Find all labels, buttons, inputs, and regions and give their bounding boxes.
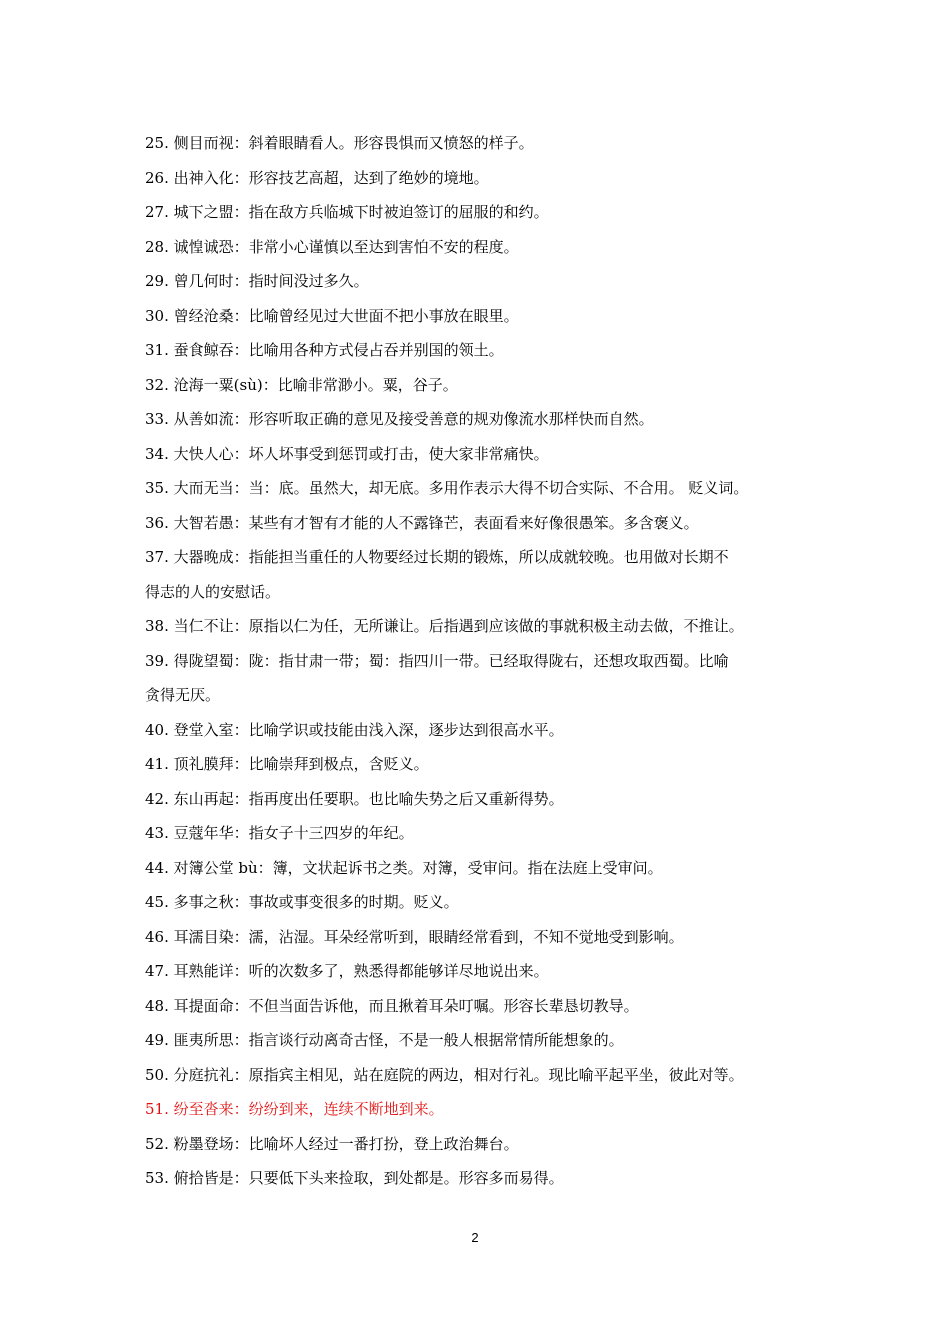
entry-number: 50. xyxy=(145,1065,169,1084)
entry-number: 39. xyxy=(145,651,169,670)
entry-number: 33. xyxy=(145,410,169,428)
list-item xyxy=(145,368,825,403)
list-item xyxy=(145,851,825,886)
entry-text: 沧海一粟(sù)：比喻非常渺小。粟，谷子。 xyxy=(173,375,458,394)
entry-text: 贪得无厌。 xyxy=(145,686,221,704)
entry-text: 当仁不让：原指以仁为任，无所谦让。后指遇到应该做的事就积极主动去做，不推让。 xyxy=(173,617,744,635)
entry-text: 大智若愚：某些有才智有才能的人不露锋芒，表面看来好像很愚笨。多含褒义。 xyxy=(173,513,699,532)
list-item xyxy=(145,678,825,713)
entry-text: 多事之秋：事故或事变很多的时期。贬义。 xyxy=(173,893,459,911)
entry-number: 36. xyxy=(145,513,169,532)
entry-text: 豆蔻年华：指女子十三四岁的年纪。 xyxy=(173,824,414,842)
entry-number: 49. xyxy=(145,1031,169,1049)
idiom-list xyxy=(145,126,825,1196)
entry-text: 大而无当：当：底。虽然大，却无底。多用作表示大得不切合实际、不合用。 贬义词。 xyxy=(173,479,749,497)
list-item xyxy=(145,1023,825,1058)
entry-text: 纷至沓来：纷纷到来，连续不断地到来。 xyxy=(173,1100,444,1118)
entry-text: 侧目而视：斜着眼睛看人。形容畏惧而又愤怒的样子。 xyxy=(173,134,534,152)
entry-number: 52. xyxy=(145,1134,169,1153)
list-item xyxy=(145,230,825,265)
entry-text: 顶礼膜拜：比喻崇拜到极点，含贬义。 xyxy=(173,755,429,773)
entry-number: 42. xyxy=(145,789,169,808)
list-item xyxy=(145,954,825,989)
entry-number: 41. xyxy=(145,755,169,773)
list-item xyxy=(145,885,825,920)
entry-number: 46. xyxy=(145,927,169,946)
entry-number: 38. xyxy=(145,617,169,635)
entry-text: 城下之盟：指在敌方兵临城下时被迫签订的屈服的和约。 xyxy=(173,203,549,221)
list-item xyxy=(145,264,825,299)
list-item xyxy=(145,782,825,817)
page-number: 2 xyxy=(471,1230,479,1245)
entry-number: 30. xyxy=(145,306,169,325)
entry-text: 粉墨登场：比喻坏人经过一番打扮，登上政治舞台。 xyxy=(173,1134,519,1153)
list-item xyxy=(145,609,825,644)
entry-number: 47. xyxy=(145,962,169,980)
list-item xyxy=(145,644,825,679)
entry-text: 匪夷所思：指言谈行动离奇古怪，不是一般人根据常情所能想象的。 xyxy=(173,1031,624,1049)
entry-text: 曾几何时：指时间没过多久。 xyxy=(173,272,369,290)
entry-number: 27. xyxy=(145,203,169,221)
entry-number: 31. xyxy=(145,341,169,359)
entry-text: 蚕食鲸吞：比喻用各种方式侵占吞并别国的领土。 xyxy=(173,341,504,359)
list-item xyxy=(145,1058,825,1093)
list-item xyxy=(145,1092,825,1127)
entry-text: 诚惶诚恐：非常小心谨慎以至达到害怕不安的程度。 xyxy=(173,237,519,256)
entry-text: 东山再起：指再度出任要职。也比喻失势之后又重新得势。 xyxy=(173,789,564,808)
entry-number: 44. xyxy=(145,858,169,877)
list-item xyxy=(145,506,825,541)
entry-text: 耳提面命：不但当面告诉他，而且揪着耳朵叮嘱。形容长辈恳切教导。 xyxy=(173,996,639,1015)
entry-text: 得志的人的安慰话。 xyxy=(145,582,281,601)
entry-text: 曾经沧桑：比喻曾经见过大世面不把小事放在眼里。 xyxy=(173,306,519,325)
entry-text: 登堂入室：比喻学识或技能由浅入深，逐步达到很高水平。 xyxy=(173,720,564,739)
list-item xyxy=(145,920,825,955)
entry-number: 35. xyxy=(145,479,169,497)
entry-number: 37. xyxy=(145,548,169,566)
entry-number: 26. xyxy=(145,168,169,187)
entry-text: 分庭抗礼：原指宾主相见，站在庭院的两边，相对行礼。现比喻平起平坐，彼此对等。 xyxy=(173,1065,744,1084)
entry-number: 40. xyxy=(145,720,169,739)
list-item xyxy=(145,402,825,437)
entry-text: 得陇望蜀：陇：指甘肃一带；蜀：指四川一带。已经取得陇右，还想攻取西蜀。比喻 xyxy=(173,651,729,670)
entry-number: 32. xyxy=(145,375,169,394)
entry-number: 28. xyxy=(145,237,169,256)
entry-number: 29. xyxy=(145,272,169,290)
entry-text: 出神入化：形容技艺高超，达到了绝妙的境地。 xyxy=(173,168,489,187)
list-item xyxy=(145,299,825,334)
list-item xyxy=(145,816,825,851)
entry-text: 俯拾皆是：只要低下头来捡取，到处都是。形容多而易得。 xyxy=(173,1169,564,1187)
entry-number: 25. xyxy=(145,134,169,152)
list-item xyxy=(145,713,825,748)
list-item xyxy=(145,471,825,506)
list-item xyxy=(145,126,825,161)
list-item xyxy=(145,437,825,472)
list-item xyxy=(145,161,825,196)
list-item xyxy=(145,1127,825,1162)
entry-number: 34. xyxy=(145,444,169,463)
list-item xyxy=(145,195,825,230)
entry-number: 51. xyxy=(145,1100,169,1118)
list-item xyxy=(145,747,825,782)
entry-number: 45. xyxy=(145,893,169,911)
list-item xyxy=(145,540,825,575)
entry-number: 48. xyxy=(145,996,169,1015)
entry-number: 43. xyxy=(145,824,169,842)
list-item xyxy=(145,575,825,610)
entry-text: 大器晚成：指能担当重任的人物要经过长期的锻炼，所以成就较晚。也用做对长期不 xyxy=(173,548,729,566)
list-item xyxy=(145,333,825,368)
entry-text: 耳熟能详：听的次数多了，熟悉得都能够详尽地说出来。 xyxy=(173,962,549,980)
entry-number: 53. xyxy=(145,1169,169,1187)
list-item xyxy=(145,989,825,1024)
entry-text: 对簿公堂 bù：簿，文状起诉书之类。对簿，受审问。指在法庭上受审问。 xyxy=(173,858,663,877)
entry-text: 从善如流：形容听取正确的意见及接受善意的规劝像流水那样快而自然。 xyxy=(173,410,654,428)
entry-text: 大快人心：坏人坏事受到惩罚或打击，使大家非常痛快。 xyxy=(173,444,549,463)
list-item xyxy=(145,1161,825,1196)
entry-text: 耳濡目染：濡，沾湿。耳朵经常听到，眼睛经常看到，不知不觉地受到影响。 xyxy=(173,927,684,946)
